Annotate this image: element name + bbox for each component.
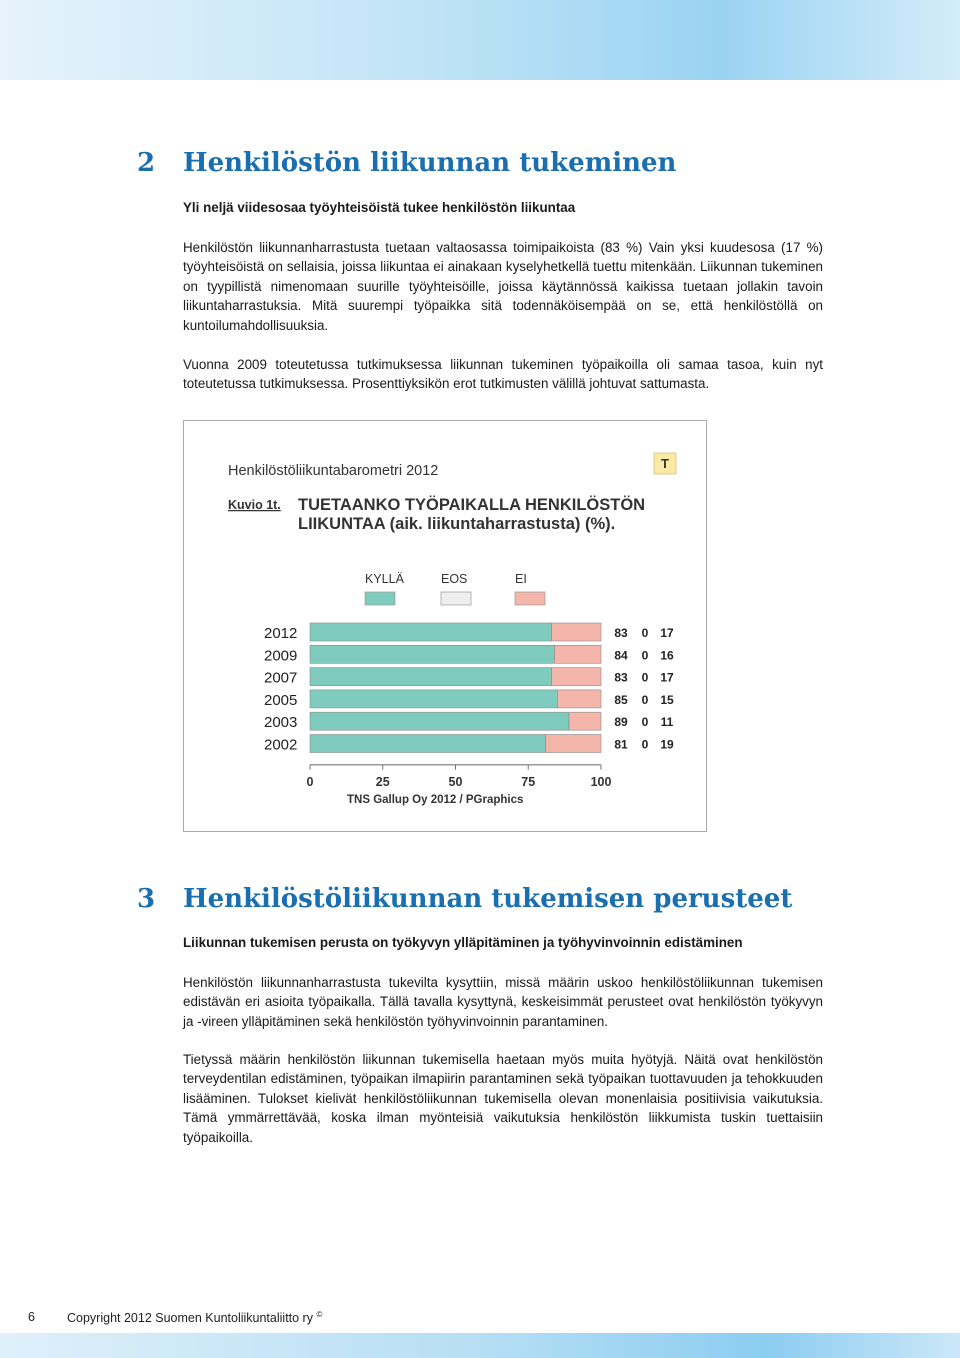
section-3-paragraph-2: Tietyssä määrin henkilöstön liikunnan tukemisella haetaan myös muita hyötyjä. Näitä ovat henkilöstön terveydentilan edistäminen, työpaikan ilmapiirin parantaminen sekä työpaikan tuottavuuden ja tehokkuuden lisääminen. Tulokset kielivät henkilöstöliikunnan tukemisella olevan monenlaisia positiivisia vaikutuksia. Tämä ymmärrettävää, koska ilman myönteisiä vaikutuksia henkilöstön liikkumista tuskin tuettaisiin työpaikoilla. [183, 1052, 823, 1145]
category-label-2005: 2005 [264, 691, 298, 709]
value-label-2005-KYLLÄ: 85 [614, 692, 628, 707]
bar-2007-EI [552, 668, 601, 686]
bar-2003-EI [569, 712, 601, 730]
section-3-heading [137, 884, 792, 914]
value-label-2012-EI: 17 [660, 626, 674, 640]
value-label-2003-EI: 11 [660, 715, 674, 730]
section-3-paragraph-1: Henkilöstön liikunnanharrastusta tukevilta kysyttiin, missä määrin uskoo henkilöstöliikunnan tukemisen edistävän eri asioita työpaikalla. Tällä tavalla kysyttynä, keskeisimmät perusteet ovat henkilöstön työkyvyn ja -vireen ylläpitäminen sekä henkilöstön työhyvinvoinnin parantaminen. [183, 975, 823, 1029]
value-label-2012-KYLLÄ: 83 [614, 626, 628, 640]
bar-2005-EI [557, 690, 601, 708]
chart-bars [264, 623, 674, 754]
copyright-footer [67, 1310, 322, 1325]
bar-2009-EI [554, 645, 601, 663]
badge-label: T [661, 456, 669, 471]
figure-chart [183, 420, 707, 832]
value-label-2005-EI: 15 [660, 692, 674, 707]
figure-title-line-1: TUETAANKO TYÖPAIKALLA HENKILÖSTÖN [298, 496, 646, 514]
bar-2002-KYLLÄ [310, 735, 546, 753]
top-decorative-band [0, 0, 960, 80]
value-label-2002-EI: 19 [660, 737, 674, 752]
figure-label: Kuvio 1t. [228, 498, 281, 512]
bottom-decorative-band [0, 1333, 960, 1358]
x-tick-label-75: 75 [521, 774, 536, 789]
x-tick-label-25: 25 [375, 774, 390, 789]
bar-chart [184, 421, 706, 831]
legend-swatch-0 [365, 592, 395, 605]
figure-header: Henkilöstöliikuntabarometri 2012 [228, 463, 439, 479]
legend-label-1: EOS [441, 572, 468, 586]
value-label-2005-EOS: 0 [641, 692, 649, 707]
value-label-2009-EOS: 0 [641, 648, 649, 663]
page-number: 6 [28, 1310, 35, 1324]
x-tick-label-0: 0 [306, 774, 314, 789]
bar-2009-KYLLÄ [310, 645, 554, 663]
value-label-2007-EOS: 0 [641, 670, 649, 685]
copyright-text: Copyright 2012 Suomen Kuntoliikuntaliitto ry [67, 1311, 313, 1326]
legend-swatch-2 [515, 592, 545, 605]
category-label-2003: 2003 [264, 714, 298, 732]
x-tick-label-50: 50 [448, 774, 463, 789]
value-label-2007-KYLLÄ: 83 [614, 670, 628, 685]
copyright-symbol: © [316, 1310, 323, 1319]
section-2-number: 2 [137, 148, 156, 178]
section-2-paragraph-2: Vuonna 2009 toteutetussa tutkimuksessa liikunnan tukeminen työpaikoilla oli samaa tasoa, kuin nyt toteutetussa tutkimuksessa. Prosenttiyksikön erot tutkimusten välillä johtuvat sattumasta. [183, 357, 823, 392]
bar-2003-KYLLÄ [310, 712, 569, 730]
legend-swatch-1 [441, 592, 471, 605]
value-label-2012-EOS: 0 [641, 626, 649, 640]
category-label-2007: 2007 [264, 669, 298, 687]
bar-2007-KYLLÄ [310, 668, 552, 686]
section-3-subheading: Liikunnan tukemisen perusta on työkyvyn ylläpitäminen ja työhyvinvoinnin edistäminen [183, 935, 743, 950]
value-label-2002-EOS: 0 [641, 737, 649, 752]
value-label-2007-EI: 17 [660, 670, 674, 685]
value-label-2009-KYLLÄ: 84 [614, 648, 628, 663]
chart-legend [365, 572, 545, 605]
category-label-2009: 2009 [264, 647, 298, 665]
bar-2002-EI [546, 735, 601, 753]
value-label-2003-EOS: 0 [641, 715, 649, 730]
bar-2012-EI [552, 623, 601, 641]
category-label-2012: 2012 [264, 625, 298, 642]
section-2-paragraph-1: Henkilöstön liikunnanharrastusta tuetaan valtaosassa toimipaikoista (83 %) Vain yksi kuudesosa (17 %) työyhteisöistä on sellaisia, joissa liikuntaa ei ainakaan kyselyhetkellä tuettu mitenkään. Liikunnan tukeminen on tyypillistä nimenomaan suurille työyhteisöille, joissa käytännössä kaikissa tuetaan jollakin tavoin liikuntaharrastuksia. Mitä suurempi työpaikka sitä todennäköisempää on se, että henkilöstöllä on kuntoilumahdollisuuksia. [183, 240, 823, 333]
figure-source: TNS Gallup Oy 2012 / PGraphics [347, 794, 524, 806]
section-2-heading [137, 148, 676, 178]
value-label-2002-KYLLÄ: 81 [614, 737, 628, 752]
bar-2012-KYLLÄ [310, 623, 552, 641]
chart-x-axis [307, 765, 612, 789]
legend-label-2: EI [515, 572, 527, 586]
section-2-title: Henkilöstön liikunnan tukeminen [183, 148, 677, 178]
value-label-2003-KYLLÄ: 89 [614, 715, 628, 730]
x-tick-label-100: 100 [590, 774, 612, 789]
section-2-subheading: Yli neljä viidesosaa työyhteisöistä tukee henkilöstön liikuntaa [183, 200, 576, 215]
section-3-title: Henkilöstöliikunnan tukemisen perusteet [183, 884, 793, 914]
category-label-2002: 2002 [264, 736, 298, 754]
value-label-2009-EI: 16 [660, 648, 674, 663]
bar-2005-KYLLÄ [310, 690, 557, 708]
legend-label-0: KYLLÄ [365, 572, 404, 586]
figure-title-line-2: LIIKUNTAA (aik. liikuntaharrastusta) (%). [298, 515, 616, 533]
section-3-number: 3 [137, 884, 156, 914]
